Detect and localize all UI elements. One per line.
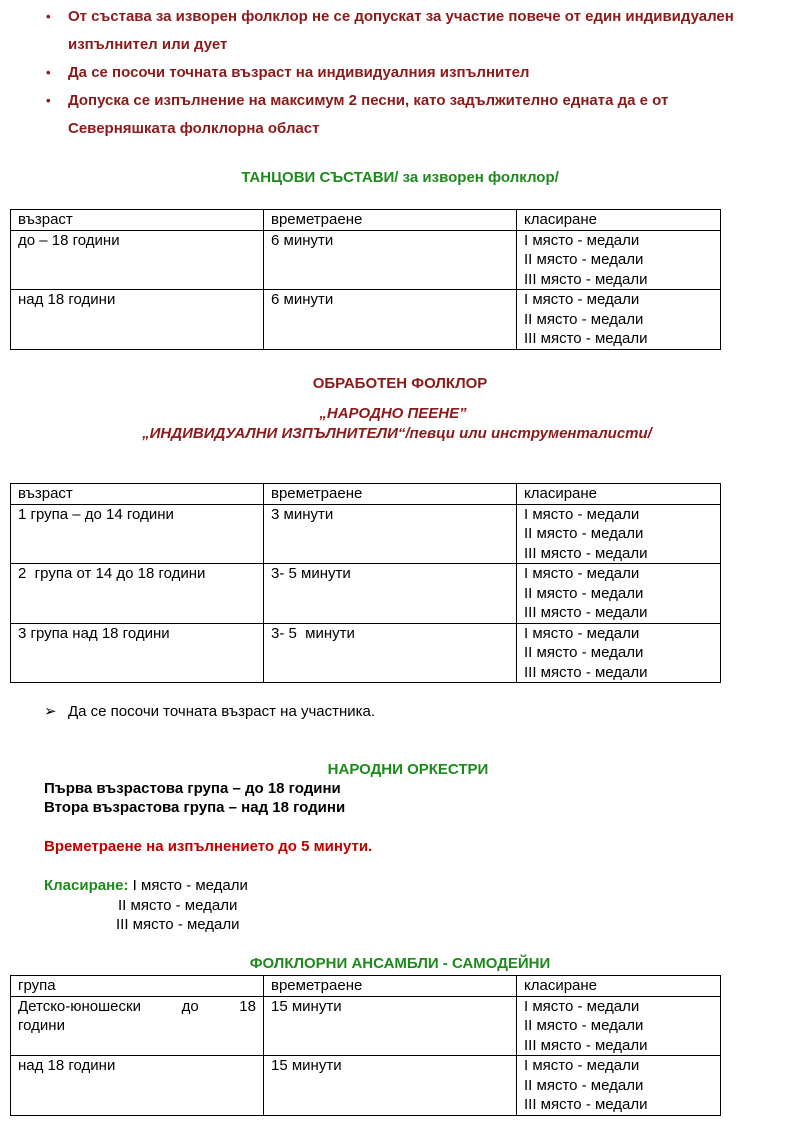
place-first: I място - медали [524, 624, 640, 642]
table-row [11, 230, 721, 290]
duration-cell: 3 минути [264, 504, 517, 564]
ranking-label: Класиране: [44, 877, 129, 894]
header-cell: класиране [517, 976, 721, 997]
age-cell: 1 група – до 14 години [11, 504, 264, 564]
bullet-text: Допуска се изпълнение на максимум 2 песни, като задължително едната да е от [68, 92, 669, 109]
table-header-row [11, 976, 721, 997]
place-third: III място - медали [524, 270, 648, 288]
table-row [11, 996, 721, 1056]
place-second: II място - медали [524, 1076, 644, 1094]
header-cell: класиране [517, 210, 721, 231]
group-text: 18 [239, 997, 256, 1015]
ranking-cell [517, 996, 721, 1056]
orchestra-group-1: Първа възрастова група – до 18 години [44, 780, 341, 797]
place-first: I място - медали [524, 231, 640, 249]
age-cell: над 18 години [11, 290, 264, 350]
place-first: I място - медали [524, 1057, 640, 1074]
dance-table [10, 209, 721, 350]
ranking-cell [517, 290, 721, 350]
list-item [0, 3, 800, 59]
place-third: III място - медали [524, 544, 648, 562]
ensembles-table [10, 975, 721, 1116]
place-second: II място - медали [524, 310, 644, 328]
bullet-text: изпълнител или дует [68, 36, 228, 53]
place-first: I място - медали [132, 877, 248, 894]
table-header-row [11, 210, 721, 231]
ranking-cell [517, 1056, 721, 1116]
header-cell: времетраене [264, 210, 517, 231]
duration-cell: 3- 5 минути [264, 564, 517, 624]
orchestra-group-2: Втора възрастова група – над 18 години [44, 799, 346, 816]
list-item [0, 59, 800, 87]
orchestra-duration: Времетраене на изпълнението до 5 минути. [44, 838, 373, 855]
ranking-cell [517, 623, 721, 683]
orchestras-title: НАРОДНИ ОРКЕСТРИ [327, 761, 489, 778]
bullet-text: От състава за изворен фолклор не се допускат за участие повече от един индивидуален [68, 8, 734, 25]
header-cell: възраст [11, 484, 264, 505]
bullet-icon: • [46, 9, 51, 24]
processed-folklore-title: ОБРАБОТЕН ФОЛКЛОР [312, 375, 488, 392]
table-row [11, 564, 721, 624]
table-row [11, 290, 721, 350]
header-cell: група [11, 976, 264, 997]
group-cell: над 18 години [11, 1056, 264, 1116]
place-third: III място - медали [524, 330, 648, 347]
dance-section-title: ТАНЦОВИ СЪСТАВИ/ за изворен фолклор/ [241, 169, 559, 186]
bullet-text: Северняшката фолклорна област [68, 120, 320, 137]
header-cell: времетраене [264, 484, 517, 505]
place-third: III място - медали [524, 604, 648, 621]
place-second: II място - медали [524, 584, 644, 602]
duration-cell: 15 минути [264, 1056, 517, 1116]
place-first: I място - медали [524, 565, 640, 582]
place-third: III място - медали [116, 916, 240, 933]
bullet-icon: • [46, 65, 51, 80]
table-header-row [11, 484, 721, 505]
ensembles-title: ФОЛКЛОРНИ АНСАМБЛИ - САМОДЕЙНИ [249, 955, 551, 972]
ranking-cell [517, 504, 721, 564]
list-item [0, 87, 800, 143]
header-cell: времетраене [264, 976, 517, 997]
table-row [11, 623, 721, 683]
place-third: III място - медали [524, 663, 648, 681]
duration-cell: 3- 5 минути [264, 623, 517, 683]
table-row [11, 504, 721, 564]
duration-cell: 6 минути [264, 230, 517, 290]
duration-cell: 6 минути [264, 290, 517, 350]
group-text: до [181, 997, 199, 1015]
bullet-text: Да се посочи точната възраст на индивидуалния изпълнител [68, 64, 530, 81]
age-note [44, 702, 375, 720]
age-cell: 3 група над 18 години [11, 623, 264, 683]
ranking-cell [517, 230, 721, 290]
place-second: II място - медали [524, 1017, 644, 1034]
place-first: I място - медали [524, 291, 640, 308]
place-second: II място - медали [524, 525, 644, 542]
individual-performers-title: „ИНДИВИДУАЛНИ ИЗПЪЛНИТЕЛИ“/певци или инструменталисти/ [142, 425, 652, 442]
place-second: II място - медали [524, 251, 644, 268]
table-row [11, 1056, 721, 1116]
orchestra-ranking [44, 877, 248, 894]
place-second: II място - медали [524, 644, 644, 661]
folk-singing-title: „НАРОДНО ПЕЕНЕ” [319, 405, 467, 422]
ranking-cell [517, 564, 721, 624]
place-first: I място - медали [524, 997, 640, 1015]
age-cell: до – 18 години [11, 230, 264, 290]
header-cell: класиране [517, 484, 721, 505]
place-third: III място - медали [524, 1036, 648, 1054]
group-text: Детско-юношески [18, 997, 141, 1015]
place-third: III място - медали [524, 1096, 648, 1113]
bullet-icon: • [46, 93, 51, 108]
place-first: I място - медали [524, 505, 640, 523]
group-cell [11, 996, 264, 1056]
duration-cell: 15 минути [264, 996, 517, 1056]
individual-table [10, 483, 721, 683]
place-second: II място - медали [118, 897, 238, 914]
age-cell: 2 група от 14 до 18 години [11, 564, 264, 624]
group-text: години [18, 1017, 65, 1034]
arrow-icon: ➢ [44, 703, 57, 720]
requirements-list [0, 3, 800, 143]
header-cell: възраст [11, 210, 264, 231]
age-note-text: Да се посочи точната възраст на участника. [68, 703, 376, 720]
